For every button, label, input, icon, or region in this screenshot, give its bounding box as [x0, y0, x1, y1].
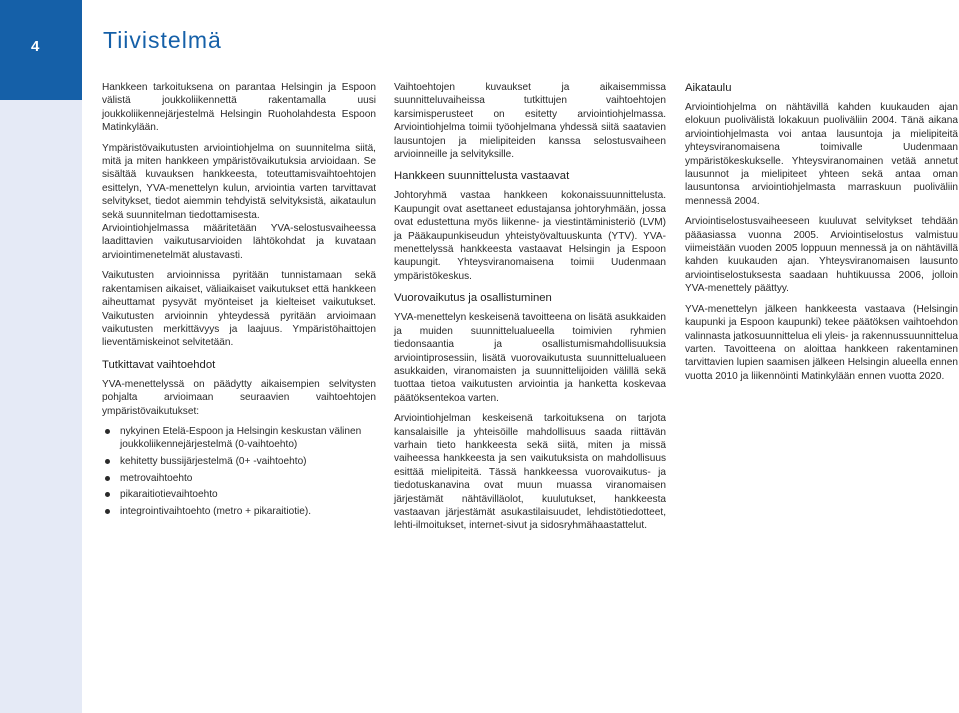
- page-title: Tiivistelmä: [103, 27, 222, 53]
- list-item: [102, 425, 376, 452]
- section-heading: Tutkittavat vaihtoehdot: [102, 358, 216, 371]
- section-heading: Aikataulu: [685, 82, 732, 94]
- alternatives-list: [102, 425, 376, 519]
- page-number-box: [0, 0, 82, 100]
- bullet-icon: [105, 429, 110, 434]
- list-item-text: integrointivaihtoehto (metro + pikaraitiotie).: [120, 506, 312, 518]
- paragraph: YVA-menettelyn keskeisenä tavoitteena on lisätä asukkaiden ja muiden suunnittelualueella toimivien ryhmien tiedonsaantia ja osallistumismahdollisuuksia arviointiprosessiin, lisätä vuorovaikutusta suunnittelualueen asukkaiden, viranomaisten ja suunnittelijoiden välillä sekä tuottaa tietoa vaikutusten arviointia ja hanketta koskevaa päätöksentekoa varten.: [394, 312, 666, 404]
- list-item-text: pikaraitiotievaihtoehto: [120, 489, 218, 501]
- paragraph: Arviointiohjelman keskeisenä tarkoituksena on tarjota kansalaisille ja yhteisöille mahdollisuus saada riittävän varhain tieto hankkeesta sekä siitä, miten ja missä vaiheessa hankkeesta ja sen vaikutuksista on mahdollisuus esittää mielipiteitä. Tässä hankkeessa vuorovaikutus- ja tiedotuskanavina ovat muun muassa viranomaisen järjestämät nähtävilläolot, kuulutukset, hankkeesta vastaavan järjestämät asukastilaisuudet, lehdistötiedotteet, lehti-ilmoitukset, internet-sivut ja sidosryhmähaastattelut.: [394, 413, 666, 532]
- column-middle: [394, 81, 666, 540]
- paragraph: YVA-menettelyssä on päädytty aikaisempien selvitysten pohjalta arvioimaan seuraavien vaihtoehtojen ympäristövaikutukset:: [102, 378, 376, 417]
- bullet-icon: [105, 476, 110, 481]
- list-item: [102, 455, 376, 468]
- list-item: [102, 505, 376, 518]
- section-heading: Vuorovaikutus ja osallistuminen: [394, 292, 552, 305]
- list-item-text: kehitetty bussijärjestelmä (0+ -vaihtoehto): [120, 456, 307, 468]
- paragraph: Arviointiohjelmassa määritetään YVA-selostusvaiheessa laadittavien vaikutusarvioiden lähtökohdat ja kuvataan arviointimenetelmät alustavasti.: [102, 223, 376, 261]
- paragraph: Vaihtoehtojen kuvaukset ja aikaisemmissa suunnitteluvaiheissa tutkittujen vaihtoehtojen karsimisperusteet on esitetty arviointiohjelmassa. Arviointiohjelma toimii työohjelmana yhdessä siitä saatavien lausuntojen ja mielipiteiden kanssa selostusvaiheen arvioinneille ja selvityksille.: [394, 82, 666, 161]
- paragraph: Vaikutusten arvioinnissa pyritään tunnistamaan sekä rakentamisen aikaiset, väliaikaiset vaikutukset että hankkeen aiheuttamat pysyvät myönteiset ja kielteiset vaikutukset. Vaikutusten arvioinnin yhteydessä pyritään arvioimaan vaikutusten merkittävyys ja laajuus. Ympäristöhaittojen lieventämiskeinot selvitetään.: [102, 270, 376, 349]
- paragraph: Arviointiohjelma on nähtävillä kahden kuukauden ajan elokuun puolivälistä lokakuun puoliväliin 2004. Tänä aikana arviointiohjelmasta voi antaa lausuntoja ja mielipiteitä yhteysviranomaisena toimivalle Uudenmaan ympäristökeskukselle. Yhteysviranomainen vetää annetut lausunnot ja mielipiteet yhteen sekä antaa oman lausuntonsa arviointiohjelmasta marraskuun puoliväliin mennessä 2004.: [685, 102, 958, 207]
- list-item: [102, 472, 376, 485]
- bullet-icon: [105, 509, 110, 514]
- bullet-icon: [105, 459, 110, 464]
- list-item-text: metrovaihtoehto: [120, 472, 193, 484]
- left-sidebar-band: [0, 0, 82, 713]
- paragraph: YVA-menettelyn jälkeen hankkeesta vastaava (Helsingin kaupunki ja Espoon kaupunki) tekee päätöksen vaihtoehdon valinnasta jatkosuunnittelua eli yleis- ja rakennussuunnittelua varten. Tavoitteena on aloittaa hankkeen rakentaminen tarvittavien lupien saamisen jälkeen Helsingin alueella ennen vuotta 2010 ja liikennöinti Matinkylään ennen vuotta 2020.: [685, 303, 958, 382]
- page-number: 4: [31, 38, 40, 55]
- bullet-icon: [105, 492, 110, 497]
- paragraph: Ympäristövaikutusten arviointiohjelma on suunnitelma siitä, mitä ja miten hankkeen ympäristövaikutuksia arvioidaan. Se sisältää kuvauksen hankkeesta, toteuttamisvaihtoehtojen esittelyn, YVA-menettelyn kulun, arviointia varten tarvittavat selvitykset, tiedot aiemmin tehdyistä selvityksistä, aikataulun sekä suunnitelman tiedottamisesta.: [102, 142, 376, 221]
- paragraph: Johtoryhmä vastaa hankkeen kokonaissuunnittelusta. Kaupungit ovat asettaneet edustajansa johtoryhmään, jossa ovat edustettuna myös liikenne- ja viestintäministeriö (LVM) ja Pääkaupunkiseudun yhteistyövaltuuskunta (YTV). YVA-menettelyssä hankkeesta vastaavat Helsingin ja Espoon kaupungit. Yhteysviranomaisena toimii Uudenmaan ympäristökeskus.: [394, 190, 666, 282]
- column-right: [685, 81, 958, 390]
- column-left: [102, 81, 376, 522]
- list-item-text: nykyinen Etelä-Espoon ja Helsingin keskustan välinen joukkoliikennejärjestelmä (0-vaihtoehto): [120, 425, 362, 451]
- paragraph: Hankkeen tarkoituksena on parantaa Helsingin ja Espoon välistä joukkoliikennettä rakentamalla uusi joukkoliikennejärjestelmä Helsingin Ruoholahdesta Espoon Matinkylään.: [102, 82, 376, 134]
- paragraph: Arviointiselostusvaiheeseen kuuluvat selvitykset tehdään pääasiassa vuonna 2005. Arviointiselostus valmistuu viimeistään vuoden 2005 loppuun mennessä ja on nähtävillä kahden kuukauden ajan. Yhteysviranomaisen lausunto arviointiselostuksesta saadaan huhtikuussa 2006, jolloin YVA-menettely päättyy.: [685, 216, 958, 295]
- section-heading: Hankkeen suunnittelusta vastaavat: [394, 170, 570, 183]
- list-item: [102, 488, 376, 501]
